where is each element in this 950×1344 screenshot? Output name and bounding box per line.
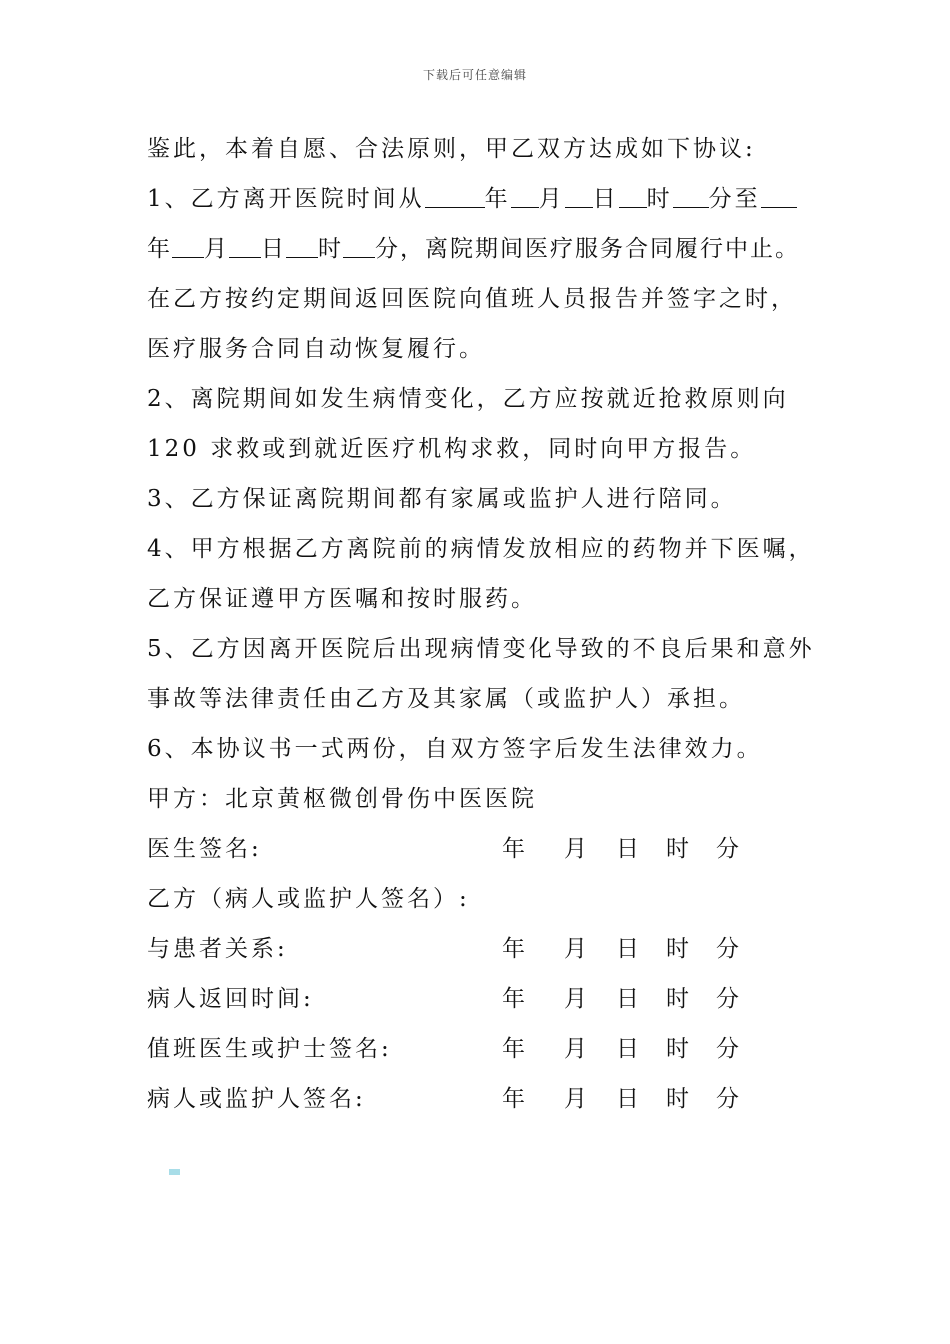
unit-year: 年: [502, 986, 525, 1012]
clause-5-line-1: 5、乙方因离开医院后出现病情变化导致的不良后果和意外: [147, 636, 815, 662]
blank-month-to: [172, 235, 204, 258]
blank-minute-to: [343, 235, 375, 258]
doctor-signature-date: [502, 834, 739, 864]
doctor-signature-label: 医生签名:: [147, 836, 262, 862]
blank-hour-from: [619, 185, 647, 208]
unit-year: 年: [502, 836, 525, 862]
clause-1-tail: 分，离院期间医疗服务合同履行中止。: [375, 236, 800, 262]
clause-1-label: 1、乙方离开医院时间从: [147, 186, 425, 212]
clause-1-line-4: 医疗服务合同自动恢复履行。: [147, 336, 485, 362]
blank-month-from: [511, 185, 539, 208]
unit-day: 日: [616, 1036, 639, 1062]
unit-year: 年: [147, 236, 172, 262]
clause-3: 3、乙方保证离院期间都有家属或监护人进行陪同。: [147, 486, 737, 512]
unit-day: 日: [616, 1086, 639, 1112]
clause-4-line-2: 乙方保证遵甲方医嘱和按时服药。: [147, 586, 537, 612]
unit-year: 年: [502, 1086, 525, 1112]
blank-year-from: [425, 185, 485, 208]
clause-6: 6、本协议书一式两份，自双方签字后发生法律效力。: [147, 736, 763, 762]
guardian-signature-label: 病人或监护人签名:: [147, 1086, 366, 1112]
blank-day-to: [229, 235, 261, 258]
unit-hour: 时: [666, 1086, 689, 1112]
clause-1-line-2: [147, 234, 800, 264]
decorative-mark: [169, 1169, 180, 1175]
unit-month: 月: [564, 836, 587, 862]
clause-1-line-1: [147, 184, 797, 214]
duty-signature-label: 值班医生或护士签名:: [147, 1036, 392, 1062]
return-time-date: [502, 984, 739, 1014]
unit-hour: 时: [666, 986, 689, 1012]
clause-2-line-2: 120 求救或到就近医疗机构求救，同时向甲方报告。: [147, 436, 757, 462]
return-time-label: 病人返回时间:: [147, 986, 314, 1012]
clause-4-line-1: 4、甲方根据乙方离院前的病情发放相应的药物并下医嘱，: [147, 536, 815, 562]
party-a-label: 甲方：北京黄枢微创骨伤中医医院: [147, 786, 537, 812]
unit-hour: 时: [646, 186, 673, 212]
unit-hour: 时: [666, 936, 689, 962]
unit-day: 日: [261, 236, 286, 262]
unit-year: 年: [484, 186, 511, 212]
unit-month: 月: [564, 1036, 587, 1062]
blank-hour-to: [286, 235, 318, 258]
relation-label: 与患者关系:: [147, 936, 288, 962]
unit-minute: 分: [716, 836, 739, 862]
unit-hour: 时: [666, 1036, 689, 1062]
unit-day: 日: [592, 186, 619, 212]
party-b-label: 乙方（病人或监护人签名）:: [147, 886, 470, 912]
intro-line: 鉴此，本着自愿、合法原则，甲乙双方达成如下协议:: [147, 136, 756, 162]
clause-2-line-1: 2、离院期间如发生病情变化，乙方应按就近抢救原则向: [147, 386, 789, 412]
guardian-signature-date: [502, 1084, 739, 1114]
duty-signature-date: [502, 1034, 739, 1064]
relation-date: [502, 934, 739, 964]
unit-day: 日: [616, 986, 639, 1012]
unit-month: 月: [564, 936, 587, 962]
unit-month: 月: [538, 186, 565, 212]
unit-minute: 分: [716, 936, 739, 962]
blank-minute-from: [673, 185, 709, 208]
unit-month: 月: [564, 1086, 587, 1112]
unit-month: 月: [204, 236, 229, 262]
unit-hour: 时: [666, 836, 689, 862]
unit-day: 日: [616, 836, 639, 862]
unit-year: 年: [502, 1036, 525, 1062]
unit-minute-to: 分至: [708, 186, 761, 212]
clause-5-line-2: 事故等法律责任由乙方及其家属（或监护人）承担。: [147, 686, 745, 712]
unit-minute: 分: [716, 1036, 739, 1062]
unit-minute: 分: [716, 1086, 739, 1112]
unit-minute: 分: [716, 986, 739, 1012]
unit-hour: 时: [318, 236, 343, 262]
unit-day: 日: [616, 936, 639, 962]
page-header: 下载后可任意编辑: [422, 68, 527, 82]
unit-month: 月: [564, 986, 587, 1012]
clause-1-line-3: 在乙方按约定期间返回医院向值班人员报告并签字之时，: [147, 286, 797, 312]
blank-day-from: [565, 185, 593, 208]
blank-year-to: [761, 185, 797, 208]
unit-year: 年: [502, 936, 525, 962]
